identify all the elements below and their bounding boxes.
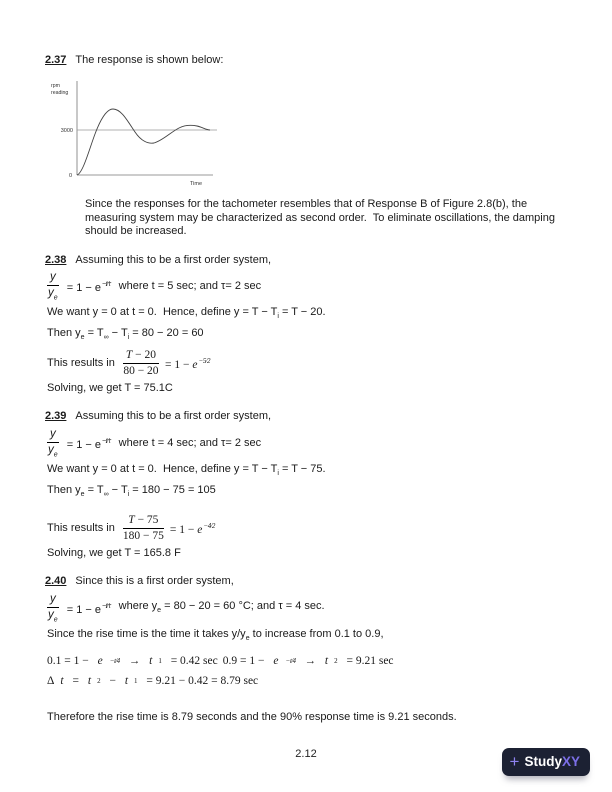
s239-step1: We want y = 0 at t = 0. Hence, define $y = T - T_i = T - 75$. bbox=[47, 462, 326, 478]
s238-step2: Then $y_e = T_\infty - T_i = 80 - 20 = 60$ bbox=[47, 327, 204, 342]
fraction-numerator: y bbox=[47, 428, 59, 443]
result-label: This results in bbox=[47, 356, 115, 369]
result-equation bbox=[123, 514, 215, 543]
page-number: 2.12 bbox=[295, 747, 317, 760]
s240-formula-row bbox=[47, 593, 567, 625]
problem-number: 2.40 bbox=[45, 575, 67, 588]
conditions: where $y_e = 80 - 20 = 60$ °C; and τ = 4 sec. bbox=[118, 599, 325, 614]
plus-icon: + bbox=[509, 752, 520, 771]
problem-2-40-heading bbox=[45, 575, 567, 589]
problem-number: 2.39 bbox=[45, 410, 67, 423]
s238-step1: We want y = 0 at t = 0. Hence, define $y = T - T_i = T - 20$. bbox=[47, 306, 326, 321]
problem-intro: Since this is a first order system, bbox=[75, 575, 234, 588]
fraction-y-over-ye bbox=[47, 593, 59, 625]
studyxy-logo bbox=[502, 748, 590, 776]
equation: = $1 - e^{-t⁄\tau}$ bbox=[66, 602, 111, 616]
fraction-numerator: y bbox=[47, 271, 59, 286]
problem-2-38 bbox=[45, 254, 567, 396]
closing-statement: Therefore the rise time is 8.79 seconds and the 90% response time is 9.21 seconds. bbox=[47, 710, 457, 723]
s237-discussion: Since the responses for the tachometer resembles that of Response B of Figure 2.8(b), the measuring system may be characterized as second order. To eliminate oscillations, the damping should be increased. bbox=[85, 198, 559, 237]
problem-2-39-heading bbox=[45, 410, 567, 424]
fraction-numerator: T − 75 bbox=[123, 514, 164, 529]
s239-result-row bbox=[47, 514, 567, 543]
problem-number: 2.38 bbox=[45, 253, 67, 266]
problem-title: The response is shown below: bbox=[75, 54, 224, 66]
s239-solution: Solving, we get T = 165.8 F bbox=[47, 546, 181, 559]
equation: = $1 - e^{-t⁄\tau}$ bbox=[66, 281, 111, 295]
s240-equation-t1: 0.1 = 1 − e −t⁄4 → t 1 = 0.42 sec bbox=[47, 654, 218, 667]
response-graph-figure bbox=[47, 78, 567, 192]
fraction-temperature bbox=[123, 514, 164, 543]
result-label: This results in bbox=[47, 521, 115, 534]
fraction-denominator: $y_e$ bbox=[48, 287, 58, 302]
s240-rise-time-note: Since the rise time is the time it takes $y/y_e$ to increase from 0.1 to 0.9, bbox=[47, 627, 384, 642]
fraction-denominator: $y_e$ bbox=[48, 444, 58, 459]
s238-formula-row bbox=[47, 271, 567, 303]
problem-intro: Assuming this to be a first order system, bbox=[75, 253, 272, 266]
fraction-temperature bbox=[123, 349, 159, 378]
x-axis-label: Time bbox=[190, 180, 203, 187]
brand-xy-text: XY bbox=[561, 753, 580, 769]
fraction-denominator: 80 − 20 bbox=[123, 365, 159, 378]
problem-2-39 bbox=[45, 410, 567, 560]
s240-equation-delta-t: Δ t = t 2 − t 1 = 9.21 − 0.42 = 8.79 sec bbox=[47, 675, 259, 687]
y-tick-3000: 3000 bbox=[60, 127, 73, 134]
fraction-y-over-ye bbox=[47, 271, 59, 303]
problem-number: 2.37 bbox=[45, 54, 67, 66]
problem-2-37-heading bbox=[45, 54, 567, 68]
s240-equation-t2: 0.9 = 1 − e −t⁄4 → t 2 = 9.21 sec bbox=[222, 654, 394, 667]
result-equation bbox=[123, 349, 210, 378]
y-axis-label: rpm bbox=[51, 82, 60, 89]
conditions: where t = 5 sec; and τ= 2 sec bbox=[118, 280, 262, 293]
fraction-numerator: T − 20 bbox=[123, 349, 159, 364]
fraction-y-over-ye bbox=[47, 428, 59, 460]
response-graph bbox=[47, 78, 229, 187]
equation-rhs: = $1 - e^{-4⁄2}$ bbox=[169, 521, 216, 536]
s238-result-row bbox=[47, 349, 567, 378]
equation-rhs: = $1 - e^{-5⁄2}$ bbox=[165, 356, 211, 371]
problem-2-40 bbox=[45, 575, 567, 688]
brand-study-text: Study bbox=[524, 753, 562, 769]
conditions: where t = 4 sec; and τ= 2 sec bbox=[118, 436, 262, 449]
problem-2-38-heading bbox=[45, 254, 567, 268]
s239-step2: Then $y_e = T_\infty - T_i = 180 - 75 = 105$ bbox=[47, 484, 216, 499]
s239-formula-row bbox=[47, 428, 567, 460]
problem-intro: Assuming this to be a first order system, bbox=[75, 410, 272, 423]
y-axis-label-line2: reading bbox=[51, 89, 69, 96]
equation: = $1 - e^{-t⁄\tau}$ bbox=[66, 437, 111, 451]
fraction-denominator: $y_e$ bbox=[48, 608, 58, 624]
response-curve bbox=[77, 109, 210, 175]
fraction-numerator: y bbox=[47, 593, 59, 608]
s238-solution: Solving, we get T = 75.1C bbox=[47, 381, 173, 394]
origin-label: 0 bbox=[68, 172, 72, 179]
fraction-denominator: 180 − 75 bbox=[122, 530, 164, 543]
